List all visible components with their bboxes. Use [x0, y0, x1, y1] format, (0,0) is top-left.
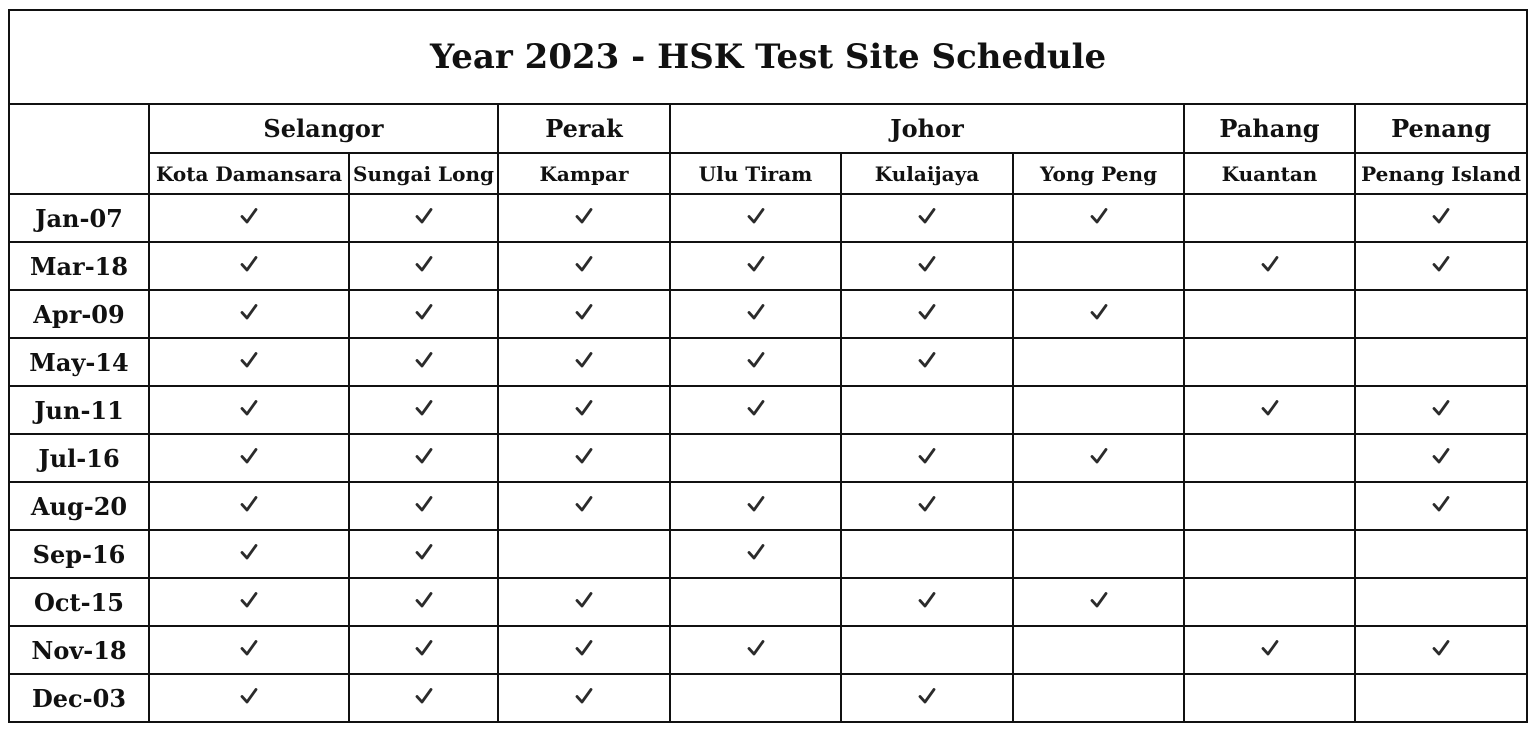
check-icon: [746, 638, 766, 658]
schedule-cell: [1184, 674, 1355, 722]
date-cell: Dec-03: [9, 674, 149, 722]
schedule-cell: [670, 242, 841, 290]
schedule-cell: [1013, 482, 1184, 530]
schedule-cell: [498, 626, 670, 674]
schedule-cell: [1355, 626, 1527, 674]
schedule-cell: [841, 386, 1013, 434]
check-icon: [1089, 446, 1109, 466]
check-icon: [746, 350, 766, 370]
table-row: [9, 290, 1527, 338]
check-icon: [1089, 206, 1109, 226]
schedule-cell: [1013, 338, 1184, 386]
schedule-cell: [841, 482, 1013, 530]
schedule-cell: [841, 626, 1013, 674]
check-icon: [746, 542, 766, 562]
check-icon: [917, 350, 937, 370]
schedule-cell: [1184, 194, 1355, 242]
date-cell: Sep-16: [9, 530, 149, 578]
check-icon: [917, 446, 937, 466]
date-cell: Jun-11: [9, 386, 149, 434]
check-icon: [414, 446, 434, 466]
schedule-cell: [841, 434, 1013, 482]
schedule-cell: [1184, 290, 1355, 338]
check-icon: [1260, 254, 1280, 274]
check-icon: [239, 398, 259, 418]
check-icon: [574, 446, 594, 466]
schedule-cell: [149, 338, 349, 386]
schedule-cell: [1013, 242, 1184, 290]
schedule-cell: [841, 530, 1013, 578]
schedule-cell: [349, 290, 498, 338]
table-row: [9, 338, 1527, 386]
check-icon: [239, 590, 259, 610]
schedule-cell: [670, 338, 841, 386]
schedule-cell: [349, 194, 498, 242]
date-cell: Jan-07: [9, 194, 149, 242]
schedule-cell: [1184, 530, 1355, 578]
schedule-cell: [1184, 578, 1355, 626]
schedule-cell: [1013, 578, 1184, 626]
table-row: [9, 674, 1527, 722]
corner-cell: [9, 104, 149, 194]
schedule-cell: [1184, 338, 1355, 386]
check-icon: [917, 254, 937, 274]
schedule-cell: [349, 434, 498, 482]
schedule-frame: [8, 9, 1526, 723]
check-icon: [1431, 206, 1451, 226]
region-header-perak: Perak: [498, 104, 670, 153]
check-icon: [1431, 398, 1451, 418]
check-icon: [1431, 254, 1451, 274]
schedule-cell: [670, 290, 841, 338]
schedule-cell: [149, 482, 349, 530]
schedule-cell: [1013, 434, 1184, 482]
date-cell: May-14: [9, 338, 149, 386]
schedule-cell: [149, 290, 349, 338]
check-icon: [574, 686, 594, 706]
schedule-cell: [1184, 482, 1355, 530]
check-icon: [1431, 494, 1451, 514]
check-icon: [1431, 446, 1451, 466]
schedule-cell: [498, 530, 670, 578]
check-icon: [746, 398, 766, 418]
check-icon: [746, 206, 766, 226]
site-header-yong-peng: Yong Peng: [1013, 153, 1184, 194]
check-icon: [239, 686, 259, 706]
schedule-cell: [1355, 386, 1527, 434]
schedule-cell: [149, 626, 349, 674]
check-icon: [917, 590, 937, 610]
check-icon: [239, 494, 259, 514]
schedule-cell: [841, 338, 1013, 386]
region-header-selangor: Selangor: [149, 104, 498, 153]
schedule-body: [9, 194, 1527, 722]
check-icon: [746, 254, 766, 274]
site-header-penang-island: Penang Island: [1355, 153, 1527, 194]
schedule-cell: [349, 530, 498, 578]
schedule-cell: [1013, 194, 1184, 242]
check-icon: [414, 590, 434, 610]
schedule-cell: [1013, 674, 1184, 722]
table-row: [9, 242, 1527, 290]
schedule-cell: [1355, 578, 1527, 626]
schedule-cell: [349, 338, 498, 386]
date-cell: Jul-16: [9, 434, 149, 482]
region-header-johor: Johor: [670, 104, 1184, 153]
schedule-cell: [1184, 242, 1355, 290]
schedule-cell: [1184, 386, 1355, 434]
site-header-kampar: Kampar: [498, 153, 670, 194]
schedule-cell: [1013, 290, 1184, 338]
check-icon: [239, 302, 259, 322]
check-icon: [1260, 638, 1280, 658]
schedule-cell: [1355, 194, 1527, 242]
schedule-cell: [498, 242, 670, 290]
schedule-cell: [1355, 290, 1527, 338]
schedule-cell: [149, 578, 349, 626]
check-icon: [414, 206, 434, 226]
check-icon: [239, 350, 259, 370]
check-icon: [574, 350, 594, 370]
schedule-cell: [670, 578, 841, 626]
schedule-cell: [670, 530, 841, 578]
schedule-cell: [498, 386, 670, 434]
check-icon: [414, 254, 434, 274]
check-icon: [414, 302, 434, 322]
schedule-cell: [841, 290, 1013, 338]
date-cell: Aug-20: [9, 482, 149, 530]
schedule-cell: [149, 386, 349, 434]
check-icon: [414, 398, 434, 418]
schedule-cell: [149, 530, 349, 578]
schedule-cell: [1355, 242, 1527, 290]
schedule-cell: [670, 674, 841, 722]
schedule-cell: [670, 482, 841, 530]
check-icon: [917, 206, 937, 226]
check-icon: [239, 206, 259, 226]
check-icon: [574, 254, 594, 274]
date-cell: Nov-18: [9, 626, 149, 674]
check-icon: [414, 350, 434, 370]
check-icon: [414, 686, 434, 706]
date-cell: Oct-15: [9, 578, 149, 626]
schedule-cell: [1355, 434, 1527, 482]
site-header-sungai-long: Sungai Long: [349, 153, 498, 194]
check-icon: [1431, 638, 1451, 658]
schedule-cell: [349, 482, 498, 530]
check-icon: [746, 494, 766, 514]
site-header-kota-damansara: Kota Damansara: [149, 153, 349, 194]
site-header-kuantan: Kuantan: [1184, 153, 1355, 194]
table-row: [9, 578, 1527, 626]
schedule-cell: [349, 242, 498, 290]
region-header-row: [9, 104, 1527, 153]
schedule-cell: [149, 194, 349, 242]
schedule-cell: [149, 242, 349, 290]
date-cell: Apr-09: [9, 290, 149, 338]
check-icon: [574, 494, 594, 514]
check-icon: [414, 494, 434, 514]
schedule-cell: [841, 578, 1013, 626]
schedule-cell: [1355, 482, 1527, 530]
check-icon: [574, 638, 594, 658]
schedule-cell: [1013, 386, 1184, 434]
table-row: [9, 194, 1527, 242]
schedule-cell: [498, 482, 670, 530]
check-icon: [239, 446, 259, 466]
schedule-cell: [1013, 530, 1184, 578]
check-icon: [917, 494, 937, 514]
schedule-cell: [498, 674, 670, 722]
schedule-cell: [149, 674, 349, 722]
table-row: [9, 386, 1527, 434]
region-header-penang: Penang: [1355, 104, 1527, 153]
check-icon: [1089, 590, 1109, 610]
schedule-cell: [498, 338, 670, 386]
schedule-cell: [498, 290, 670, 338]
date-cell: Mar-18: [9, 242, 149, 290]
check-icon: [1089, 302, 1109, 322]
table-row: [9, 434, 1527, 482]
region-header-pahang: Pahang: [1184, 104, 1355, 153]
schedule-cell: [349, 386, 498, 434]
page-title: Year 2023 - HSK Test Site Schedule: [9, 10, 1527, 104]
check-icon: [574, 590, 594, 610]
check-icon: [239, 254, 259, 274]
schedule-cell: [670, 626, 841, 674]
check-icon: [239, 638, 259, 658]
check-icon: [917, 302, 937, 322]
schedule-cell: [1184, 434, 1355, 482]
check-icon: [1260, 398, 1280, 418]
schedule-cell: [498, 578, 670, 626]
schedule-cell: [498, 194, 670, 242]
schedule-cell: [670, 386, 841, 434]
schedule-cell: [349, 626, 498, 674]
schedule-cell: [1013, 626, 1184, 674]
check-icon: [414, 542, 434, 562]
schedule-table: [8, 9, 1528, 723]
table-row: [9, 626, 1527, 674]
site-header-kulaijaya: Kulaijaya: [841, 153, 1013, 194]
schedule-cell: [1184, 626, 1355, 674]
check-icon: [574, 302, 594, 322]
check-icon: [414, 638, 434, 658]
check-icon: [917, 686, 937, 706]
site-header-row: [9, 153, 1527, 194]
schedule-cell: [841, 194, 1013, 242]
check-icon: [746, 302, 766, 322]
schedule-cell: [1355, 530, 1527, 578]
table-row: [9, 530, 1527, 578]
schedule-cell: [670, 434, 841, 482]
schedule-cell: [841, 674, 1013, 722]
site-header-ulu-tiram: Ulu Tiram: [670, 153, 841, 194]
schedule-cell: [841, 242, 1013, 290]
check-icon: [574, 206, 594, 226]
schedule-cell: [349, 578, 498, 626]
schedule-cell: [1355, 674, 1527, 722]
schedule-cell: [349, 674, 498, 722]
check-icon: [239, 542, 259, 562]
schedule-cell: [498, 434, 670, 482]
schedule-cell: [1355, 338, 1527, 386]
check-icon: [574, 398, 594, 418]
schedule-cell: [670, 194, 841, 242]
schedule-cell: [149, 434, 349, 482]
table-row: [9, 482, 1527, 530]
